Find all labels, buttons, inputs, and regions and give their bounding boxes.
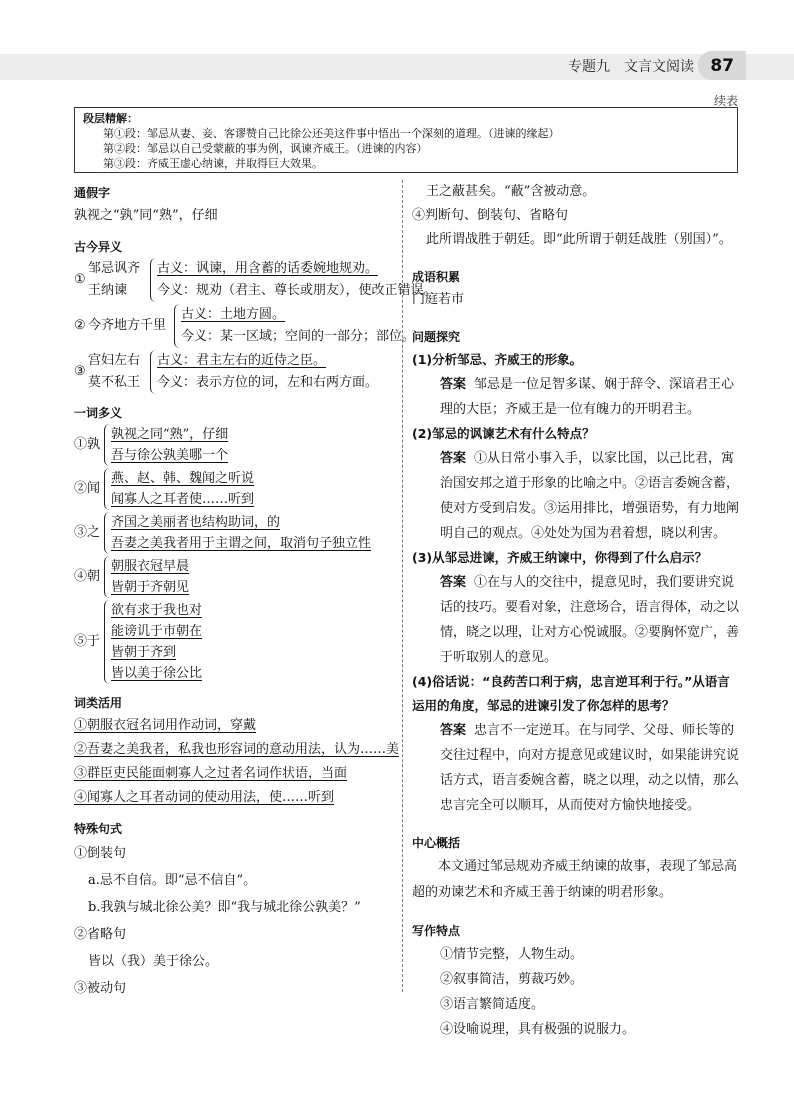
gujin-modern: 今义：某一区域；空间的一部分；部位。 [181, 329, 416, 344]
gujin-key: 王纳谏 [88, 283, 128, 298]
box-line: 第②段：邹忌以自己受蒙蔽的事为例，讽谏齐威王。（进谏的内容） [103, 142, 428, 155]
sentence-type: ②省略句 [74, 927, 127, 942]
polysemy-item: 皆以美于徐公比 [111, 666, 203, 681]
page-number: 87 [710, 56, 734, 76]
gujin-modern: 今义：规劝（君主、尊长或朋友），使改正错误。 [157, 283, 437, 298]
polysemy-item: 齐国之美丽者也结构助词，的 [111, 515, 281, 530]
word-class-item: ④闻寡人之耳者动词的使动用法，使……听到 [74, 790, 335, 805]
question: (3)从邹忌进谏，齐威王纳谏中，你得到了什么启示？ [412, 550, 708, 565]
section-heading: 写作特点 [412, 924, 461, 938]
chapter-title: 专题九 文言文阅读 [568, 59, 694, 75]
item-number: ③ [74, 364, 86, 379]
word-class-item: ①朝服衣冠名词用作动词，穿戴 [74, 718, 257, 733]
answer [412, 372, 742, 422]
writing-feature: ①情节完整，人物生动。 [440, 947, 584, 962]
word-class-item: ③群臣吏民能面刺寡人之过者名词作状语，当面 [74, 766, 348, 781]
sentence-type: ④判断句、倒装句、省略句 [412, 208, 569, 223]
section-heading: 中心概括 [412, 836, 461, 850]
polysemy-item: 皆朝于齐到 [111, 645, 177, 660]
sentence-example: 此所谓战胜于朝廷。即“此所谓于朝廷战胜（别国）”。 [426, 232, 732, 247]
answer-text: 忠言不一定逆耳。在与同学、父母、师长等的交往过程中，向对方提意见或建议时，如果能讲究说话方式，语言委婉含蓄，晓之以理，动之以情，那么忠言完全可以顺耳，从而使对方愉快地接受。 [440, 723, 740, 813]
section-heading: 通假字 [74, 186, 111, 200]
polysemy-word: ⑤于 [74, 634, 101, 649]
polysemy-word: ④朝 [74, 569, 101, 584]
continued-label: 续表 [713, 94, 738, 108]
question: (2)邹忌的讽谏艺术有什么特点？ [412, 426, 595, 441]
box-line: 第①段：邹忌从妻、妾、客谬赞自己比徐公还美这件事中悟出一个深刻的道理。（进谏的缘起） [103, 127, 560, 140]
polysemy-item: 燕、赵、韩、魏闻之听说 [111, 471, 255, 486]
gujin-ancient: 古义：君主左右的近侍之臣。 [157, 353, 327, 368]
polysemy-group [74, 512, 392, 554]
idiom: 门庭若市 [412, 292, 465, 307]
box-line: 第③段：齐威王虚心纳谏，并取得巨大效果。 [103, 157, 323, 170]
polysemy-item: 皆朝于齐朝见 [111, 580, 190, 595]
answer [412, 446, 742, 546]
section-heading: 特殊句式 [74, 822, 123, 836]
answer-text: ①在与人的交往中，提意见时，我们要讲究说话的技巧。要看对象，注意场合，语言得体，动之以情，晓之以理，让对方心悦诚服。②要胸怀宽广，善于听取别人的意见。 [440, 575, 740, 665]
item-number: ① [74, 272, 86, 287]
question: (1)分析邹忌、齐威王的形象。 [412, 352, 583, 367]
polysemy-word: ②闻 [74, 481, 101, 496]
gujin-modern: 今义：表示方位的词，左和右两方面。 [157, 375, 379, 390]
polysemy-item: 吾与徐公孰美哪一个 [111, 448, 229, 463]
sentence-example: 王之蔽甚矣。“蔽”含被动意。 [426, 184, 596, 199]
polysemy-item: 欲有求于我也对 [111, 603, 203, 618]
word-class-item: ②吾妻之美我者，私我也形容词的意动用法，认为……美 [74, 742, 400, 757]
box-label: 段层精解： [83, 112, 138, 125]
central-summary: 本文通过邹忌规劝齐威王纳谏的故事，表现了邹忌高超的劝谏艺术和齐威王善于纳谏的明君形象。 [412, 859, 738, 900]
gujin-item [74, 350, 392, 394]
writing-feature: ②叙事简洁，剪裁巧妙。 [440, 972, 584, 987]
polysemy-group [74, 600, 392, 684]
gujin-key: 宫妇左右 [88, 353, 141, 368]
answer-label: 答案 [440, 377, 467, 392]
item-number: ② [74, 318, 86, 333]
sentence-example: b.我孰与城北徐公美？即“我与城北徐公孰美？” [88, 900, 361, 915]
section-heading: 古今异义 [74, 240, 123, 254]
sentence-example: 皆以（我）美于徐公。 [88, 954, 219, 969]
gujin-key: 今齐地方千里 [88, 318, 167, 333]
tongjia-item: 孰视之“孰”同“熟”，仔细 [74, 208, 218, 223]
writing-feature: ④设喻说理，具有极强的说服力。 [440, 1022, 636, 1037]
sentence-example: a.忌不自信。即“忌不信自”。 [88, 873, 257, 888]
gujin-key: 邹忌讽齐 [88, 261, 141, 276]
gujin-key: 莫不私王 [88, 375, 141, 390]
writing-feature: ③语言繁简适度。 [440, 997, 545, 1012]
polysemy-group [74, 468, 392, 510]
answer-label: 答案 [440, 723, 467, 738]
paragraph-analysis-box [74, 107, 738, 173]
polysemy-item: 闻寡人之耳者使……听到 [111, 492, 255, 507]
section-heading: 成语积累 [412, 270, 461, 284]
gujin-ancient: 古义：讽谏，用含蓄的话委婉地规劝。 [157, 261, 379, 276]
polysemy-group [74, 424, 392, 466]
polysemy-group [74, 556, 392, 598]
question: (4)俗话说：“良药苦口利于病，忠言逆耳利于行。”从语言运用的角度，邹忌的进谏引发了你怎样的思考？ [412, 674, 730, 713]
gujin-ancient: 古义：土地方圆。 [181, 307, 286, 322]
section-heading: 一词多义 [74, 406, 123, 420]
answer-label: 答案 [440, 451, 467, 466]
answer-text: ①从日常小事入手，以家比国，以己比君，寓治国安邦之道于形象的比喻之中。②语言委婉含蓄，使对方受到启发。③运用排比，增强语势，有力地阐明自己的观点。④处处为国为君着想，晓以利害。 [440, 451, 740, 541]
sentence-type: ③被动句 [74, 981, 127, 996]
section-heading: 词类活用 [74, 696, 123, 710]
polysemy-item: 吾妻之美我者用于主谓之间，取消句子独立性 [111, 536, 372, 551]
polysemy-word: ③之 [74, 525, 101, 540]
polysemy-item: 能谤讥于市朝在 [111, 624, 203, 639]
answer-label: 答案 [440, 575, 467, 590]
polysemy-item: 朝服衣冠早晨 [111, 559, 190, 574]
polysemy-word: ①孰 [74, 437, 101, 452]
answer [412, 718, 742, 818]
sentence-type: ①倒装句 [74, 846, 127, 861]
answer-text: 邹忌是一位足智多谋、娴于辞令、深谙君王心理的大臣；齐威王是一位有魄力的开明君主。 [440, 377, 735, 417]
gujin-item [74, 304, 416, 348]
right-column [412, 180, 742, 1042]
section-heading: 问题探究 [412, 330, 461, 344]
answer [412, 570, 742, 670]
polysemy-item: 孰视之同“熟”，仔细 [111, 427, 229, 442]
